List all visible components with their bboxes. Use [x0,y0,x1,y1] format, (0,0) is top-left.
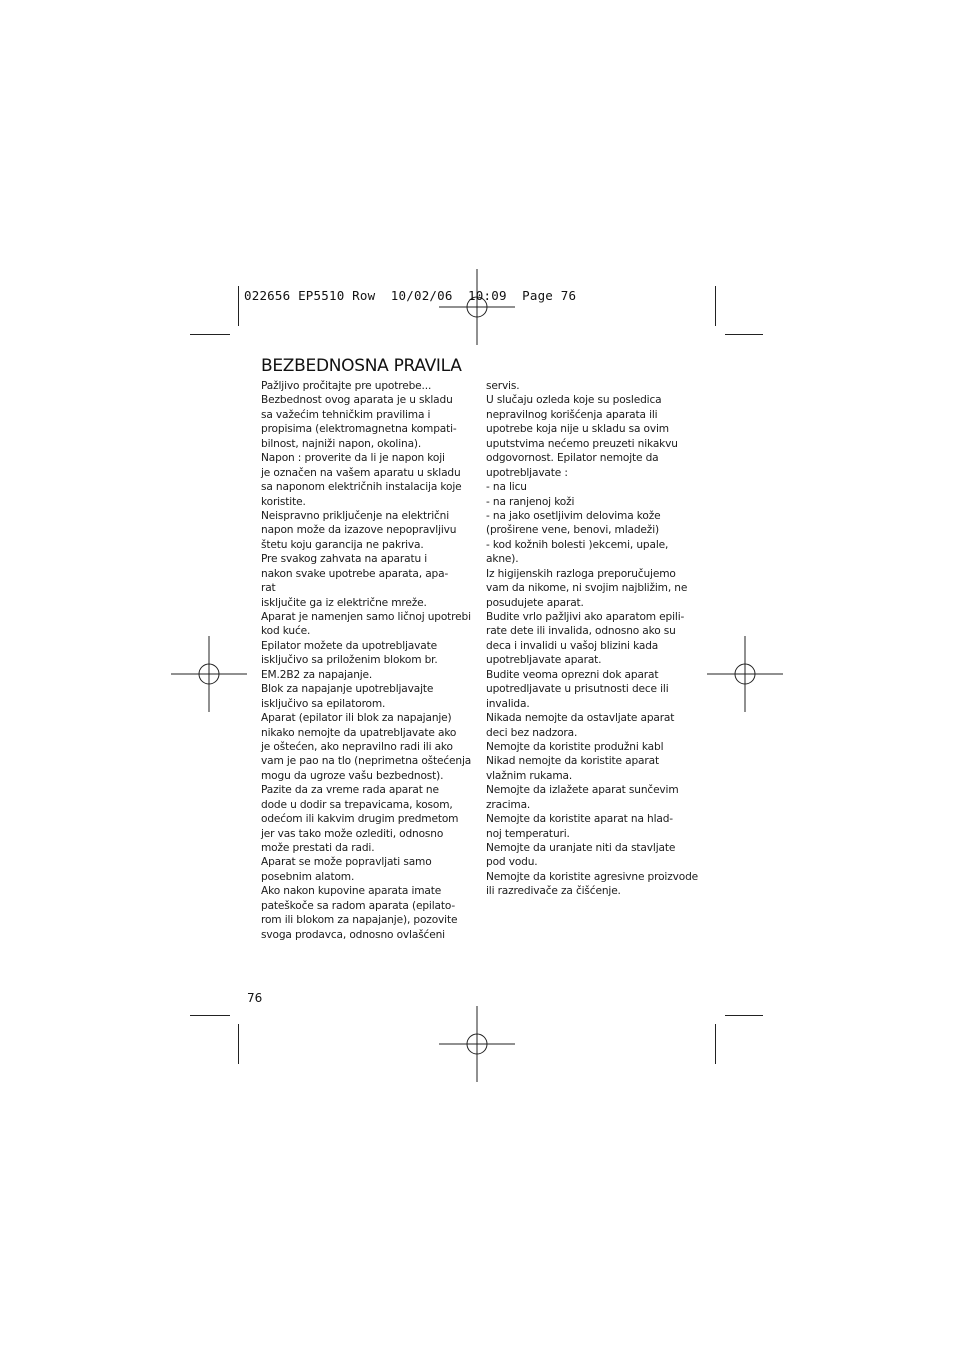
crop-mark [715,1024,716,1064]
text-line: upotredljavate u prisutnosti dece ili [486,683,669,696]
text-line: Nemojte da uranjate niti da stavljate [486,842,676,854]
text-line: jer vas tako može ozlediti, odnosno [261,827,444,840]
text-line: pateškoče sa radom aparata (epilato- [261,899,456,912]
text-line: sa važećim tehničkim pravilima i [261,408,431,421]
text-line: - na licu [486,481,527,494]
text-line: kod kuće. [261,625,311,638]
text-line: servis. [486,380,520,392]
text-line: Nemojte da izlažete aparat sunčevim [486,784,679,797]
text-line: odgovornost. Epilator nemojte da [486,452,659,465]
registration-mark-icon [439,269,515,345]
text-line: odećom ili kakvim drugim predmetom [261,813,459,826]
text-line: invalida. [486,697,530,710]
text-line: Napon : proverite da li je napon koji [261,452,445,465]
text-line: Budite vrlo pažljivi ako aparatom epili- [486,611,685,623]
text-line: posebnim alatom. [261,870,355,883]
text-line: može prestati da radi. [261,842,375,854]
text-line: - kod kožnih bolesti )ekcemi, upale, [486,538,669,551]
text-line: vam da nikome, ni svojim najbližim, ne [486,582,688,595]
text-line: Aparat je namenjen samo ličnoj upotrebi [261,611,471,623]
text-line: Blok za napajanje upotrebljavajte [261,683,434,696]
text-line: nepravilnog korišćenja aparata ili [486,408,658,421]
text-line: isključite ga iz električne mreže. [261,596,427,609]
text-line: Ako nakon kupovine aparata imate [261,885,442,898]
text-line: pod vodu. [486,856,538,869]
text-line: rom ili blokom za napajanje), pozovite [261,914,458,927]
crop-mark [715,286,716,326]
text-line: sa naponom električnih instalacija koje [261,481,462,494]
text-line: Epilator možete da upotrebljavate [261,639,437,652]
crop-mark [725,1015,763,1016]
text-line: Iz higijenskih razloga preporučujemo [486,567,676,580]
text-line: - na jako osetljivim delovima kože [486,509,661,522]
print-slug: 022656 EP5510 Row 10/02/06 10:09 Page 76 [244,288,577,303]
crop-mark [238,286,239,326]
text-line: rat [261,582,276,595]
text-line: upotrebe koja nije u skladu sa ovim [486,423,669,436]
text-line: posudujete aparat. [486,596,584,609]
text-line: zracima. [486,798,531,811]
text-line: deca i invalidi u vašoj blizini kada [486,639,659,652]
text-line: ili razredivače za čišćenje. [486,885,621,898]
text-line: koristite. [261,495,306,508]
registration-mark-icon [439,1006,515,1082]
text-line: je označen na vašem aparatu u skladu [261,466,461,479]
text-line: EM.2B2 za napajanje. [261,668,373,681]
text-line: U slučaju ozleda koje su posledica [486,394,662,407]
text-line: Pazite da za vreme rada aparat ne [261,784,439,797]
text-line: isključivo sa priloženim blokom br. [261,654,438,667]
text-line: Nikada nemojte da ostavljate aparat [486,712,675,725]
text-line: deci bez nadzora. [486,726,578,739]
registration-mark-icon [171,636,247,712]
right-text-column [486,379,701,899]
text-line: (proširene vene, benovi, mladeži) [486,524,659,537]
text-line: svoga prodavca, odnosno ovlašćeni [261,928,445,941]
text-line: vlažnim rukama. [486,769,573,782]
text-line: Aparat (epilator ili blok za napajanje) [261,712,452,725]
text-line: Nikad nemojte da koristite aparat [486,755,659,768]
text-line: Nemojte da koristite produžni kabl [486,740,664,753]
text-line: vam je pao na tlo (neprimetna oštećenja [261,755,472,768]
text-line: Pažljivo pročitajte pre upotrebe... [261,380,432,392]
text-line: Nemojte da koristite aparat na hlad- [486,813,673,826]
text-line: isključivo sa epilatorom. [261,697,386,710]
text-line: upotrebljavate aparat. [486,654,602,667]
text-line: Nemojte da koristite agresivne proizvode [486,870,699,883]
text-line: uputstvima nećemo preuzeti nikakvu [486,437,678,450]
text-line: napon može da izazove nepopravljivu [261,524,457,537]
text-line: nakon svake upotrebe aparata, apa- [261,567,449,580]
crop-mark [190,1015,230,1016]
text-line: rate dete ili invalida, odnosno ako su [486,625,676,638]
text-line: Budite veoma oprezni dok aparat [486,668,659,681]
text-line: je oštećen, ako nepravilno radi ili ako [261,740,453,753]
text-line: akne). [486,553,519,566]
page-number: 76 [247,991,263,1005]
text-line: Pre svakog zahvata na aparatu i [261,553,428,566]
text-line: bilnost, najniži napon, okolina). [261,437,422,450]
text-line: - na ranjenoj koži [486,495,575,508]
text-line: mogu da ugroze vašu bezbednost). [261,769,444,782]
crop-mark [190,334,230,335]
text-line: nikako nemojte da upatrebljavate ako [261,726,457,739]
left-text-column [261,379,476,942]
text-line: noj temperaturi. [486,827,570,840]
crop-mark [725,334,763,335]
text-line: Bezbednost ovog aparata je u skladu [261,394,453,407]
text-line: Neispravno priključenje na električni [261,509,450,522]
page-title: BEZBEDNOSNA PRAVILA [261,356,462,376]
text-line: upotrebljavate : [486,466,568,479]
registration-mark-icon [707,636,783,712]
text-line: propisima (elektromagnetna kompati- [261,423,457,436]
text-line: Aparat se može popravljati samo [261,856,432,869]
text-line: štetu koju garancija ne pakriva. [261,538,424,551]
text-line: dode u dodir sa trepavicama, kosom, [261,798,453,811]
crop-mark [238,1024,239,1064]
